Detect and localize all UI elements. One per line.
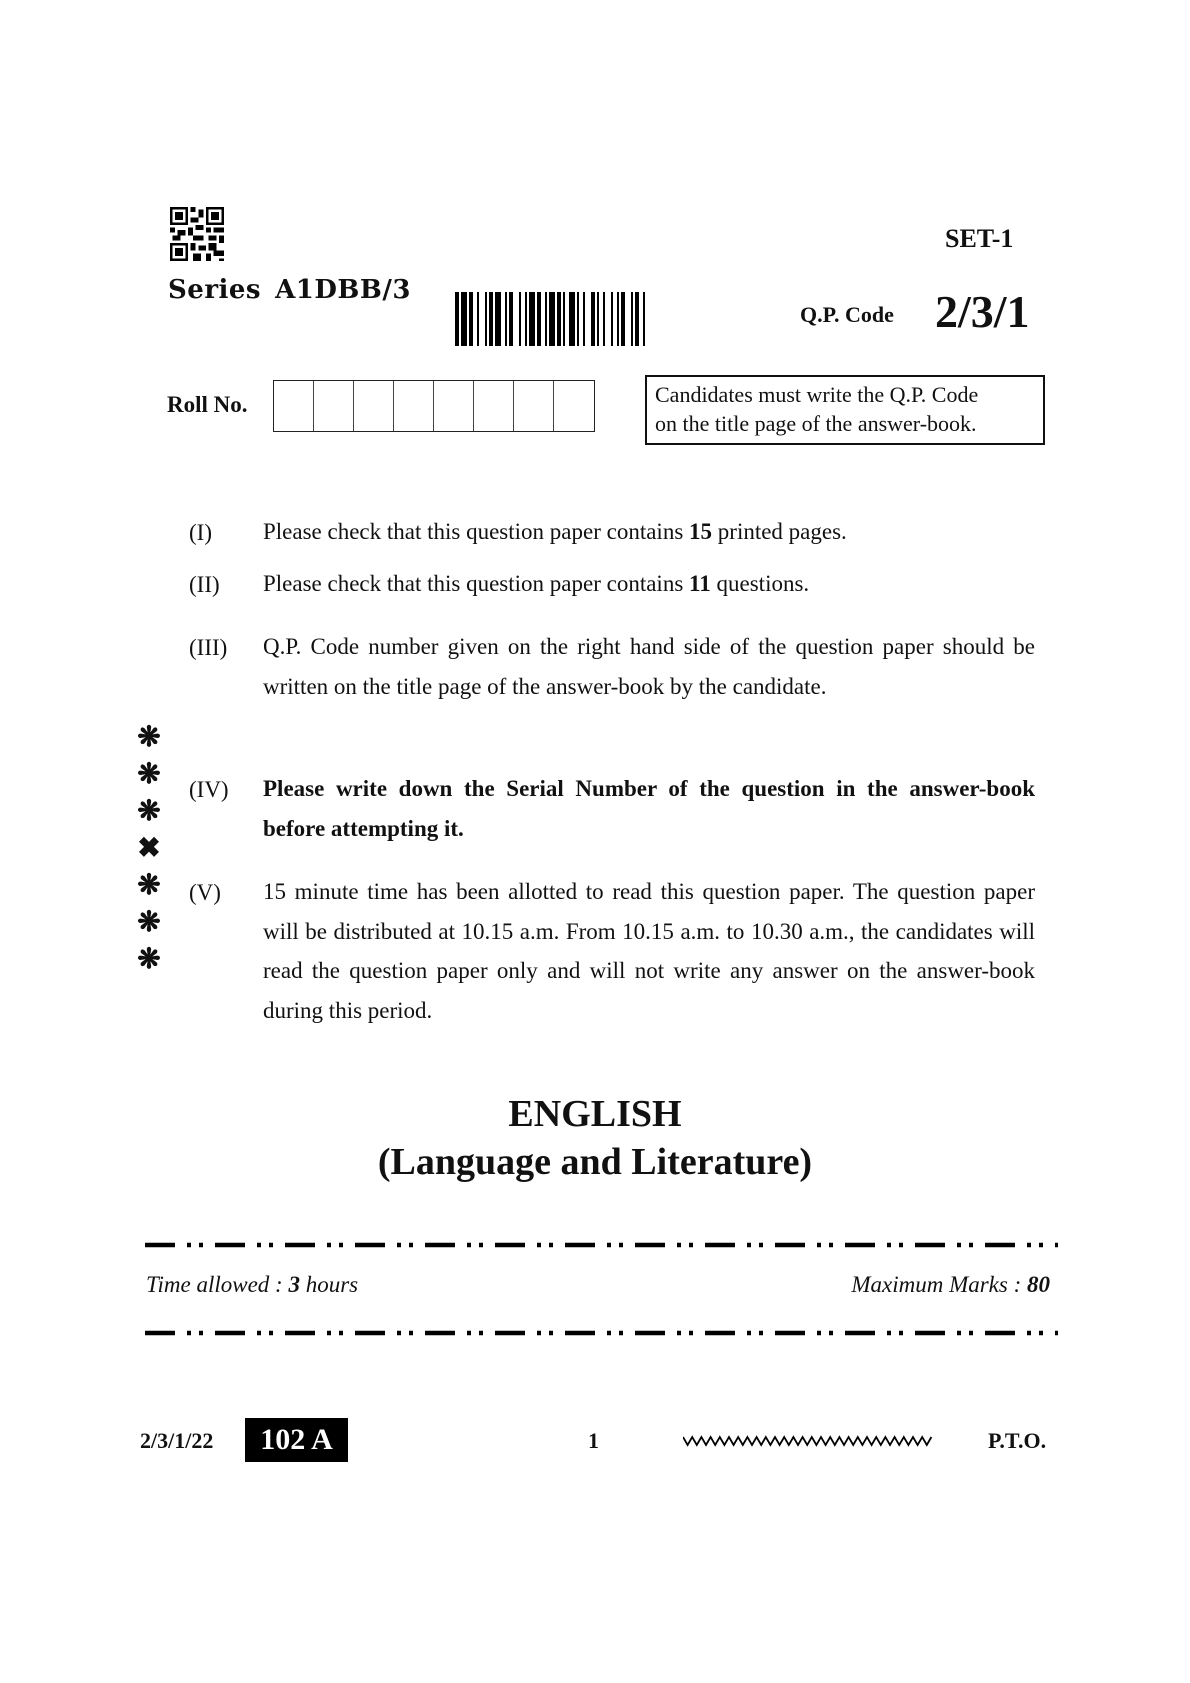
instruction-text-part: Please check that this question paper contains [263,519,690,544]
asterisk-icon: ❋ [137,720,161,753]
roll-number-label: Roll No. [167,392,248,417]
instruction-number: (V) [189,880,221,905]
roll-digit-box[interactable] [514,381,554,431]
instruction-text-part: Please check that this question paper contains [263,571,690,596]
side-security-marks [136,718,162,977]
roll-digit-box[interactable] [314,381,354,431]
series-code: A1DBB/3 [275,275,411,305]
asterisk-icon: ❋ [137,942,161,975]
subject-title: ENGLISH [508,1093,682,1135]
set-label: SET-1 [945,224,1014,253]
instruction-text: 15 minute time has been allotted to read this question paper. The question paper will be distributed at 10.15 a.m. From 10.15 a.m. to 10.30 a.m., the candidates will read the question paper only and will not write any answer on the answer-book during this period. [263,879,1035,1023]
dash-dot-divider [145,1241,1058,1249]
roll-digit-box[interactable] [354,381,394,431]
instruction-bold-value: 11 [689,571,711,596]
pto-label: P.T.O. [988,1428,1047,1453]
roll-number-boxes[interactable] [273,380,595,432]
instruction-text: Please write down the Serial Number of the question in the answer-book before attempting it. [263,776,1035,841]
time-allowed [146,1272,358,1298]
instruction-number: (II) [189,572,220,597]
qr-code-icon [170,207,224,261]
series-label-text: Series [168,275,262,305]
roll-digit-box[interactable] [274,381,314,431]
asterisk-icon: ❋ [137,905,161,938]
roll-digit-box[interactable] [554,381,594,431]
instruction-text [263,512,1035,552]
asterisk-icon: ❋ [137,794,161,827]
footer-badge: 102 A [245,1418,348,1462]
subject-subtitle: (Language and Literature) [377,1141,813,1183]
asterisk-icon: ❋ [137,757,161,790]
qp-code-notice-box [645,375,1045,445]
cross-icon: ✖ [137,831,161,864]
time-allowed-unit: hours [299,1272,359,1297]
instruction-text-part: printed pages. [712,519,847,544]
roll-digit-box[interactable] [434,381,474,431]
instruction-bold-value: 15 [689,519,713,544]
qp-code-label: Q.P. Code [800,302,894,327]
instruction-text: Q.P. Code number given on the right hand side of the question paper should be written on the title page of the answer-book by the candidate. [263,634,1035,699]
instruction-number: (III) [189,635,228,660]
qp-code-value: 2/3/1 [935,286,1030,337]
wavy-line-icon [683,1434,933,1448]
instruction-number: (I) [189,520,212,545]
maximum-marks [700,1272,1050,1298]
instruction-text [263,564,1035,604]
max-marks-label: Maximum Marks : [851,1272,1027,1297]
instruction-text-part: questions. [710,571,810,596]
time-allowed-label: Time allowed : [146,1272,289,1297]
time-allowed-value: 3 [288,1272,300,1297]
series-label [168,275,411,305]
roll-digit-box[interactable] [474,381,514,431]
footer-paper-code: 2/3/1/22 [140,1428,214,1453]
roll-digit-box[interactable] [394,381,434,431]
max-marks-value: 80 [1027,1272,1050,1297]
instruction-number: (IV) [189,777,229,802]
notice-line-2: on the title page of the answer-book. [655,411,977,436]
page-number: 1 [588,1428,599,1453]
barcode-icon [455,292,733,346]
notice-line-1: Candidates must write the Q.P. Code [655,382,979,407]
dash-dot-divider [145,1329,1058,1337]
asterisk-icon: ❋ [137,868,161,901]
